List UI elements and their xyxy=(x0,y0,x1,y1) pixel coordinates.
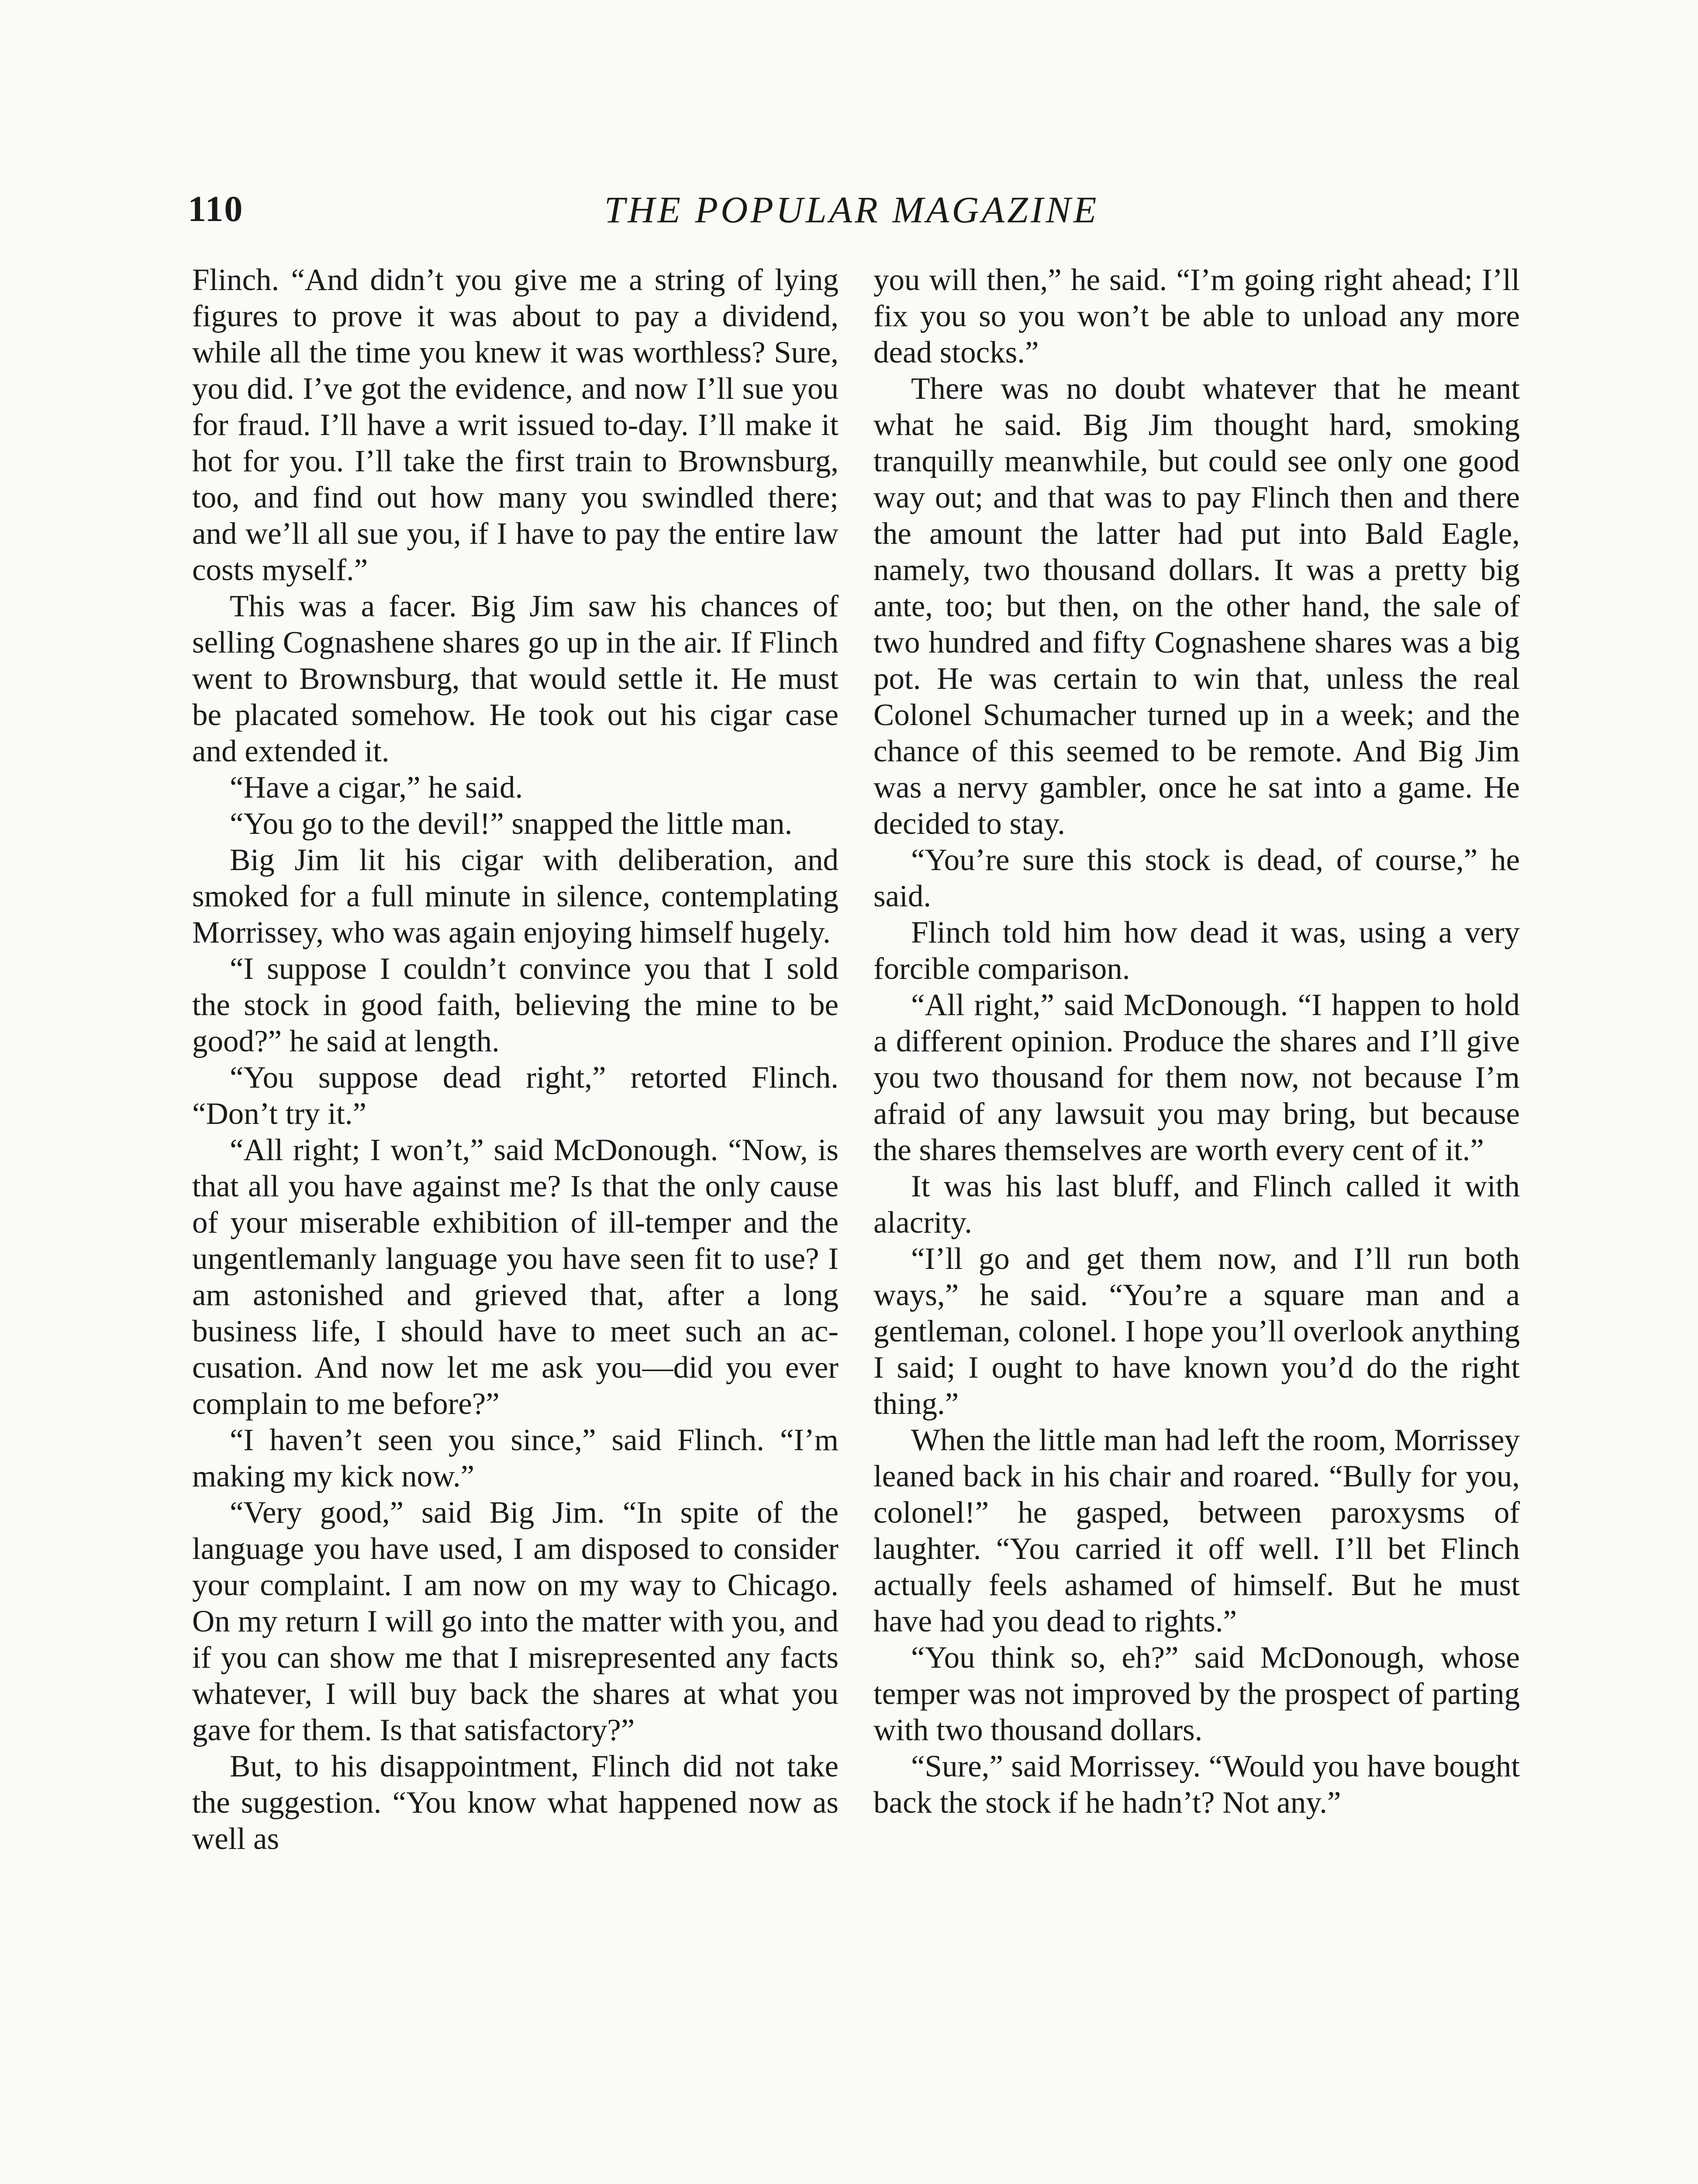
paragraph: “Very good,” said Big Jim. “In spite of the language you have used, I am disposed to consider your complaint. I am now on my way to Chicago. On my return I will go into the matter with you, and if you can show me that I misrepresented any facts whatever, I will buy back the shares at what you gave for them. Is that satisfactory?” xyxy=(192,1496,839,1747)
paragraph: It was his last bluff, and Flinch called it with alacrity. xyxy=(873,1169,1520,1240)
paragraph: Big Jim lit his cigar with deliberation, and smoked for a full minute in silence, contemplating Morrissey, who was again enjoying himself hugely. xyxy=(192,843,839,950)
paragraph: “You think so, eh?” said McDonough, whose temper was not improved by the prospect of parting with two thousand dollars. xyxy=(873,1641,1520,1747)
paragraph: “You suppose dead right,” retorted Flinch. “Don’t try it.” xyxy=(192,1061,839,1131)
right-column xyxy=(873,262,1520,1821)
paragraph: This was a facer. Big Jim saw his chances of selling Cognashene shares go up in the air. If Flinch went to Brownsburg, that would settle it. He must be placated somehow. He took out his cigar case and extended it. xyxy=(192,589,839,768)
paragraph: “You’re sure this stock is dead, of course,” he said. xyxy=(873,843,1520,913)
paragraph: you will then,” he said. “I’m going right ahead; I’ll fix you so you won’t be able to unload any more dead stocks.” xyxy=(873,263,1520,370)
running-title: THE POPULAR MAGAZINE xyxy=(604,189,1099,231)
paragraph: When the little man had left the room, Morrissey leaned back in his chair and roared. “Bully for you, colonel!” he gasped, between paroxysms of laughter. “You carried it off well. I’ll bet Flinch actually feels ashamed of himself. But he must have had you dead to rights.” xyxy=(873,1423,1520,1638)
paragraph: Flinch. “And didn’t you give me a string of lying figures to prove it was about to pay a dividend, while all the time you knew it was worthless? Sure, you did. I’ve got the evidence, and now I’ll sue you for fraud. I’ll have a writ issued to-day. I’ll make it hot for you. I’ll take the first train to Brownsburg, too, and find out how many you swindled there; and we’ll all sue you, if I have to pay the entire law costs myself.” xyxy=(192,263,839,587)
paragraph: “You go to the devil!” snapped the little man. xyxy=(230,807,793,841)
paragraph: “Sure,” said Morrissey. “Would you have bought back the stock if he hadn’t? Not any.” xyxy=(873,1749,1520,1820)
paragraph: “I haven’t seen you since,” said Flinch. “I’m making my kick now.” xyxy=(192,1423,839,1493)
paragraph: “All right,” said McDonough. “I happen to hold a different opinion. Produce the shares and I’ll give you two thousand for them now, not because I’m afraid of any lawsuit you may bring, but because the shares themselves are worth every cent of it.” xyxy=(873,988,1520,1167)
left-column xyxy=(192,262,839,1857)
paragraph: But, to his disappointment, Flinch did not take the suggestion. “You know what happened now as well as xyxy=(192,1749,839,1856)
paragraph: “All right; I won’t,” said McDonough. “Now, is that all you have against me? Is that the only cause of your miserable exhibition of ill-temper and the ungentlemanly language you have seen fit to use? I am astonished and grieved that, after a long business life, I should have to meet such an accusation. And now let me ask you—did you ever complain to me before?” xyxy=(192,1133,839,1421)
paragraph: “I’ll go and get them now, and I’ll run both ways,” he said. “You’re a square man and a gentleman, colonel. I hope you’ll overlook anything I said; I ought to have known you’d do the right thing.” xyxy=(873,1242,1520,1421)
paragraph: “Have a cigar,” he said. xyxy=(230,771,523,805)
page-header xyxy=(188,188,1515,249)
paragraph: “I suppose I couldn’t convince you that I sold the stock in good faith, believing the mine to be good?” he said at length. xyxy=(192,952,839,1058)
page-number: 110 xyxy=(188,189,244,229)
paragraph: There was no doubt whatever that he meant what he said. Big Jim thought hard, smoking tranquilly meanwhile, but could see only one good way out; and that was to pay Flinch then and there the amount the latter had put into Bald Eagle, namely, two thousand dollars. It was a pretty big ante, too; but then, on the other hand, the sale of two hundred and fifty Cognashene shares was a big pot. He was certain to win that, unless the real Colonel Schumacher turned up in a week; and the chance of this seemed to be remote. And Big Jim was a nervy gambler, once he sat into a game. He decided to stay. xyxy=(873,372,1520,841)
paragraph: Flinch told him how dead it was, using a very forcible comparison. xyxy=(873,916,1520,986)
